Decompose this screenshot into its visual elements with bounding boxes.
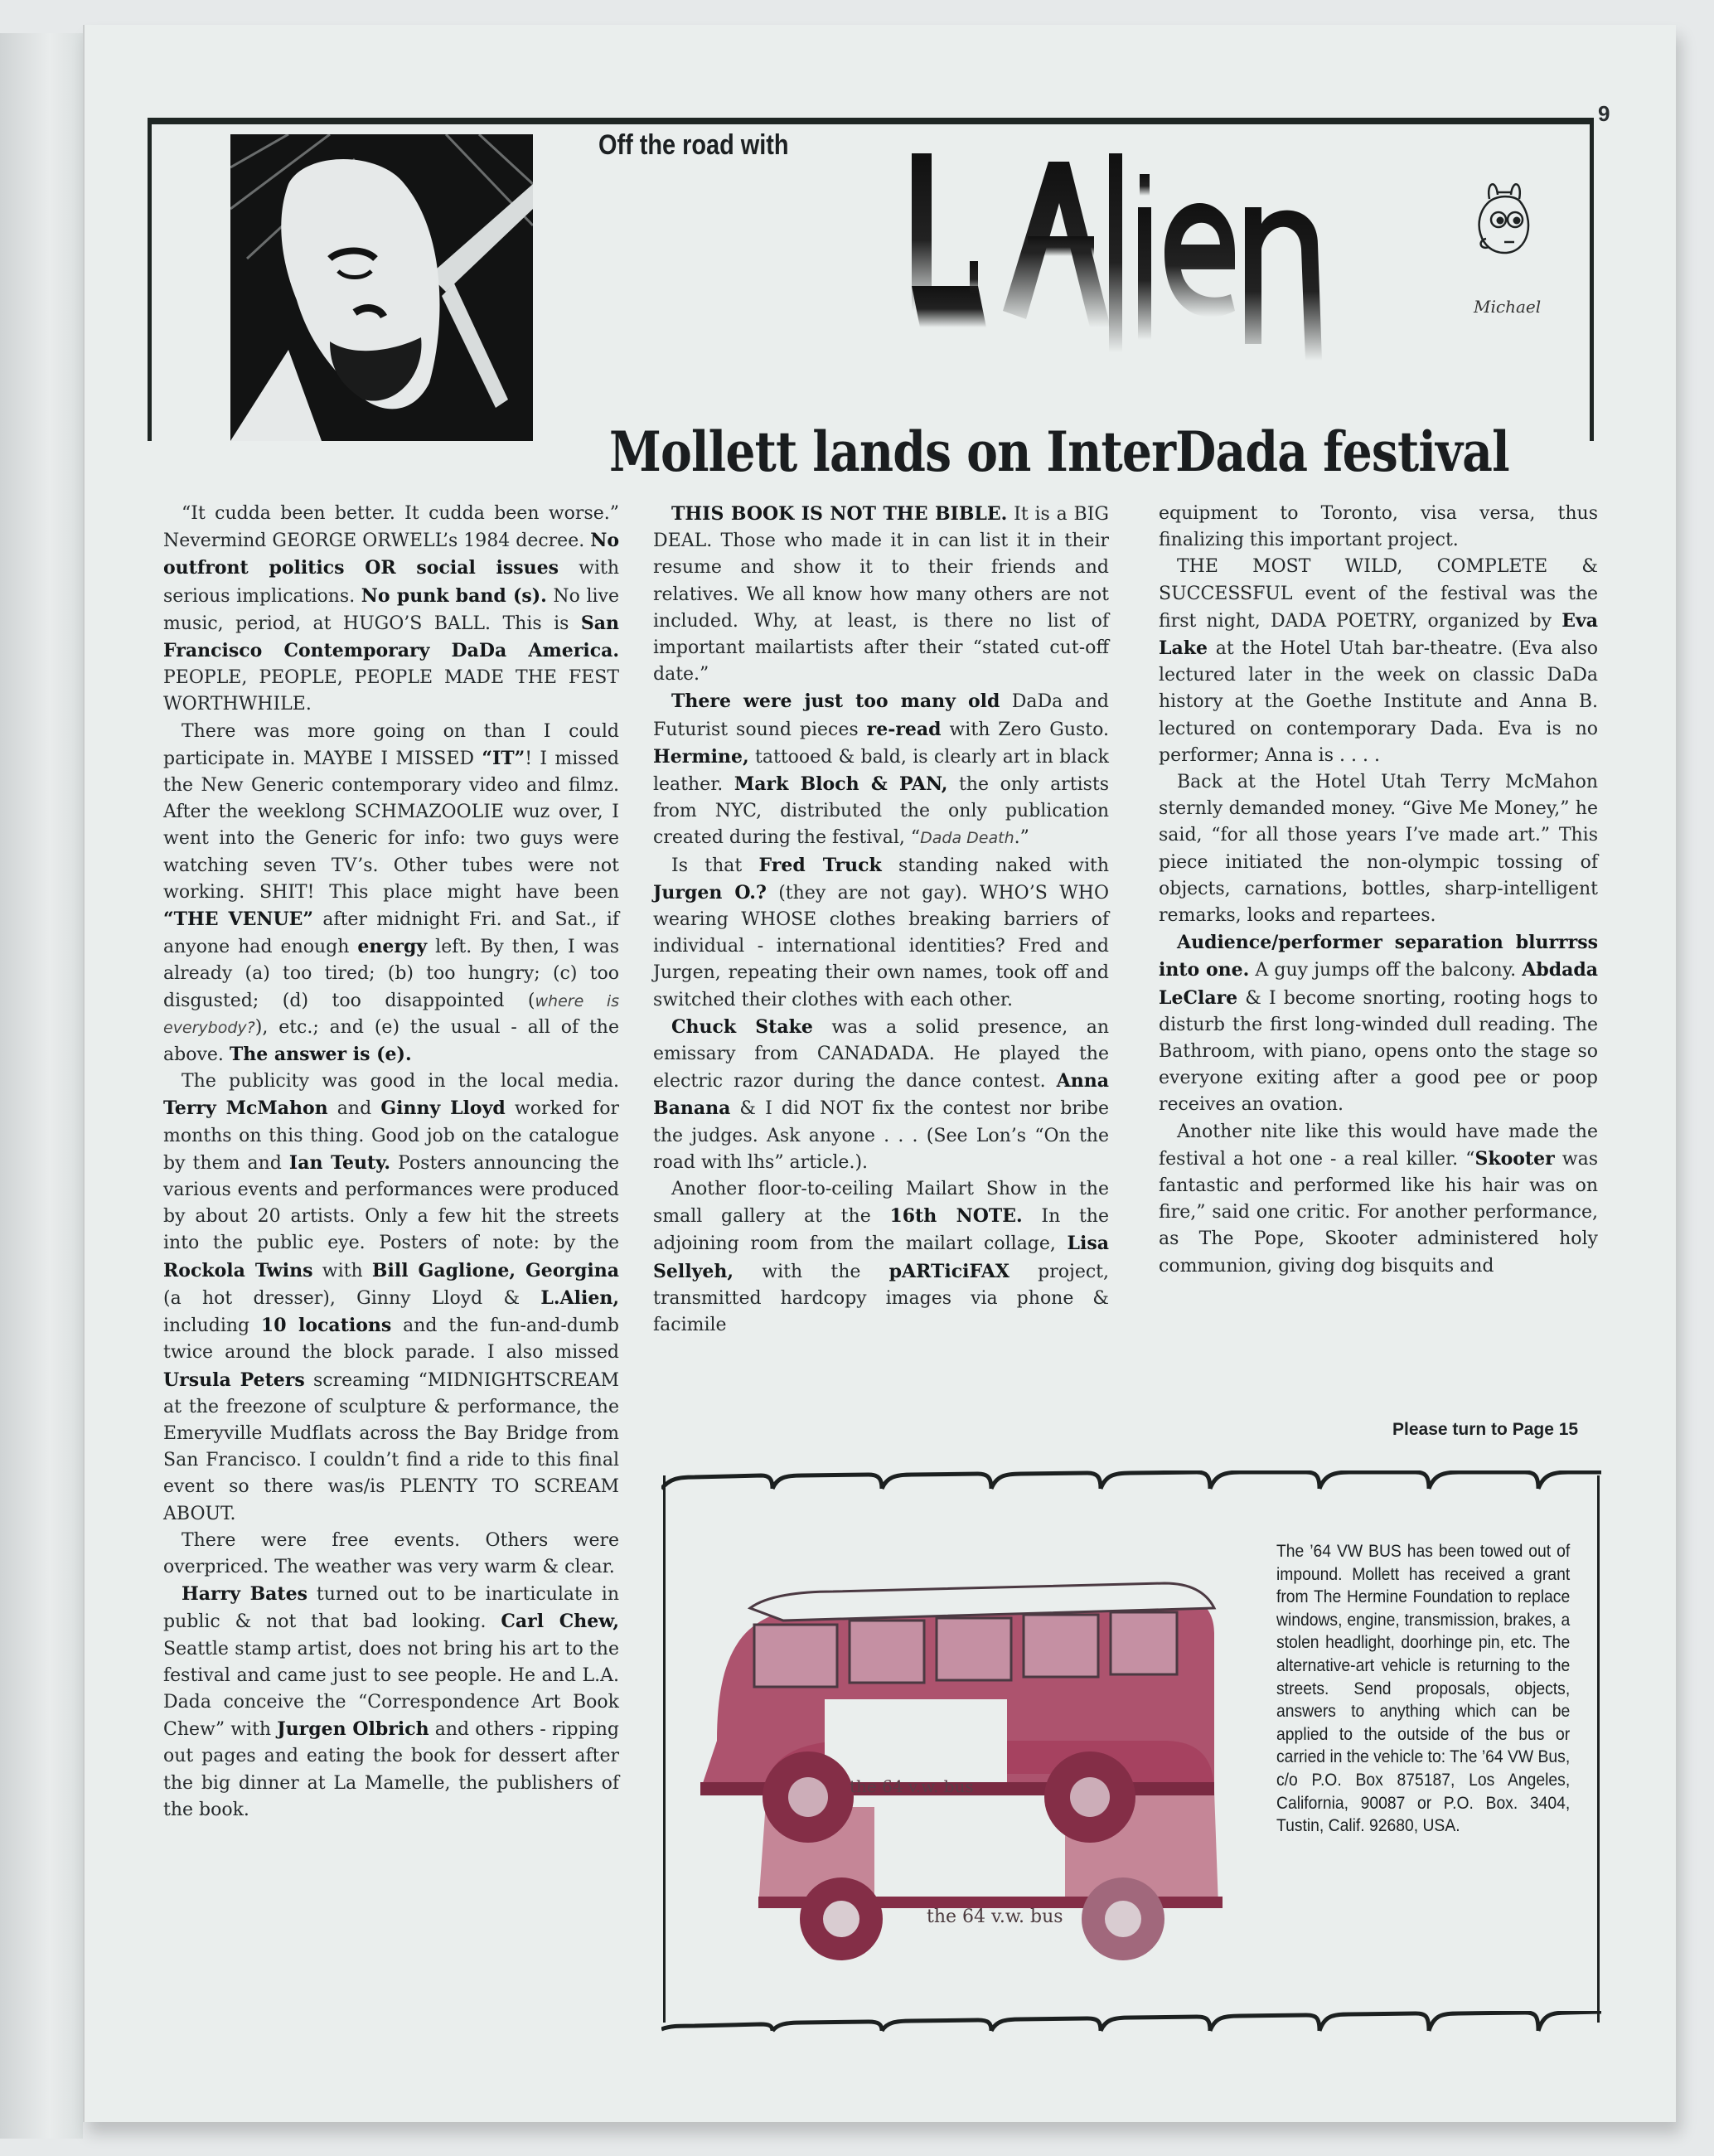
decorative-border-bottom bbox=[661, 2011, 1601, 2032]
paragraph: THIS BOOK IS NOT THE BIBLE. It is a BIG DEAL. Those who made it in can list it in their resume and show it to their friends and relatives. We all know how many others are not included. Why, at least, is there no list of important mailartists after their “stated cut-off date.” bbox=[653, 503, 1109, 686]
l-alien-logo bbox=[903, 128, 1334, 377]
paragraph: Another floor-to-ceiling Mailart Show in the small gallery at the 16th NOTE. In the adjoining room from the mailart collage, Lisa Sellyeh, with the pARTiciFAX project, transmitted hardcopy images via phone & facimile bbox=[653, 1179, 1109, 1336]
column-kicker: Off the road with bbox=[598, 129, 789, 161]
doodle-signature: Michael bbox=[1474, 297, 1542, 317]
alien-doodle-icon bbox=[1471, 174, 1537, 265]
bus-stamp-caption-upper: the 64 v.w. bus bbox=[850, 1776, 974, 1796]
article-column-1 bbox=[163, 501, 619, 1824]
author-portrait-photo bbox=[230, 134, 533, 441]
paragraph: Harry Bates turned out to be inarticulate in public & not that bad looking. Carl Chew, Seattle stamp artist, does not bring his art to the festival and came just to see people. He and L.A. Dada conceive the “Correspondence Art Book Chew” with Jurgen Olbrich and others - ripping out pages and eating the book for dessert after the big dinner at La Mamelle, the publishers of the book. bbox=[163, 1583, 620, 1820]
portrait-image bbox=[230, 134, 533, 441]
paragraph: equipment to Toronto, visa versa, thus finalizing this important project. bbox=[1159, 503, 1598, 551]
paragraph: Another nite like this would have made the festival a hot one - a real killer. “Skooter was fantastic and performed like his hair was on fire,” said one critic. For another performance, as The Pope, Skooter administered holy communion, giving dog bisquits and bbox=[1159, 1121, 1598, 1277]
page-number: 9 bbox=[1598, 101, 1610, 126]
article-headline: Mollett lands on InterDada festival bbox=[609, 419, 1509, 485]
paragraph: There was more going on than I could participate in. MAYBE I MISSED “IT”! I missed the New Generic contemporary video and filmz. After the weeklong SCHMAZOOLIE wuz over, I went into the Generic for info: two guys were watching seven TV’s. Other tubes were not working. SHIT! This place might have been “THE VENUE” after midnight Fri. and Sat., if anyone had enough energy left. By then, I was already (a) too tired; (b) too hungry; (c) too disgusted; (d) too disappointed (where is everybody?), etc.; and (e) the usual - all of the above. The answer is (e). bbox=[163, 720, 619, 1066]
continuation-jump-line: Please turn to Page 15 bbox=[1392, 1420, 1579, 1439]
paragraph: The publicity was good in the local media. Terry McMahon and Ginny Lloyd worked for months on this thing. Good job on the catalogue by them and Ian Teuty. Posters announcing the various events and performances were produced by about 20 artists. Only a few hit the streets into the public eye. Posters of note: by the Rockola Twins with Bill Gaglione, Georgina (a hot dresser), Ginny Lloyd & L.Alien, including 10 locations and the fun-and-dumb twice around the block parade. I also missed Ursula Peters screaming “MIDNIGHTSCREAM at the freezone of sculpture & performance, the Emeryville Mudflats across the Bay Bridge from San Francisco. I couldn’t find a ride to this final event so there was/is PLENTY TO SCREAM ABOUT. bbox=[163, 1071, 619, 1524]
bus-stamp-caption: the 64 v.w. bus bbox=[927, 1906, 1063, 1927]
paragraph: Chuck Stake was a solid presence, an emissary from CANADADA. He played the electric razor during the dance contest. Anna Banana & I did NOT fix the contest nor bribe the judges. Ask anyone . . . (See Lon’s “On the road with lhs” article.). bbox=[653, 1015, 1110, 1173]
paragraph: THE MOST WILD, COMPLETE & SUCCESSFUL event of the festival was the first night, DADA POETRY, organized by Eva Lake at the Hotel Utah bar-theatre. (Eva also lectured later in the week on classic DaDa history at the Goethe Institute and Anna B. lectured on contemporary Dada. Eva is no performer; Anna is . . . . bbox=[1159, 556, 1598, 766]
vw-bus-sidebar-text: The ’64 VW BUS has been towed out of impound. Mollett has received a grant from The Hermine Foundation to replace windows, engine, transmission, brakes, a stolen headlight, doorhinge pin, etc. The alternative-art vehicle is returning to the streets. Send proposals, objects, answers to anything which can be applied to the outside of the bus or carried in the vehicle to: The ’64 VW Bus, c/o P.O. Box 875187, Los Angeles, California, 90087 or P.O. Box. 3404, Tustin, Calif. 92680, USA. bbox=[1276, 1542, 1571, 1836]
paragraph: Audience/performer separation blurrrss into one. A guy jumps off the balcony. Abdada LeClare & I become snorting, rooting hogs to disturb the first long-winded dull reading. The Bathroom, with piano, opens onto the stage so everyone exiting after a good pee or poop receives an ovation. bbox=[1159, 932, 1598, 1116]
paragraph: There were free events. Others were overpriced. The weather was very warm & clear. bbox=[163, 1529, 619, 1577]
paragraph: There were just too many old DaDa and Futurist sound pieces re-read with Zero Gusto. Hermine, tattooed & bald, is clearly art in black leather. Mark Bloch & PAN, the only artists from NYC, distributed the only publication created during the festival, “Dada Death.” bbox=[653, 690, 1109, 849]
article-column-2 bbox=[653, 501, 1109, 1339]
decorative-border-top bbox=[661, 1470, 1601, 1492]
paragraph: Back at the Hotel Utah Terry McMahon sternly demanded money. “Give Me Money,” he said, “for all those years I’ve made art.” This piece initiated the non-olympic tossing of objects, carnations, bottles, sharp-intelligent remarks, looks and repartees. bbox=[1159, 772, 1598, 927]
paragraph: “It cudda been better. It cudda been worse.” Nevermind GEORGE ORWELL’s 1984 decree. No outfront politics OR social issues with serious implications. No punk band (s). No live music, period, at HUGO’S BALL. This is San Francisco Contemporary DaDa America. PEOPLE, PEOPLE, PEOPLE MADE THE FEST WORTHWHILE. bbox=[163, 503, 619, 715]
paragraph: Is that Fred Truck standing naked with Jurgen O.? (they are not gay). WHO’S WHO wearing WHOSE clothes breaking barriers of individual - international identities? Fred and Jurgen, repeating their own names, took off and switched their clothes with each other. bbox=[653, 854, 1109, 1010]
article-column-3 bbox=[1159, 501, 1598, 1280]
facing-page-edge bbox=[0, 33, 83, 2139]
